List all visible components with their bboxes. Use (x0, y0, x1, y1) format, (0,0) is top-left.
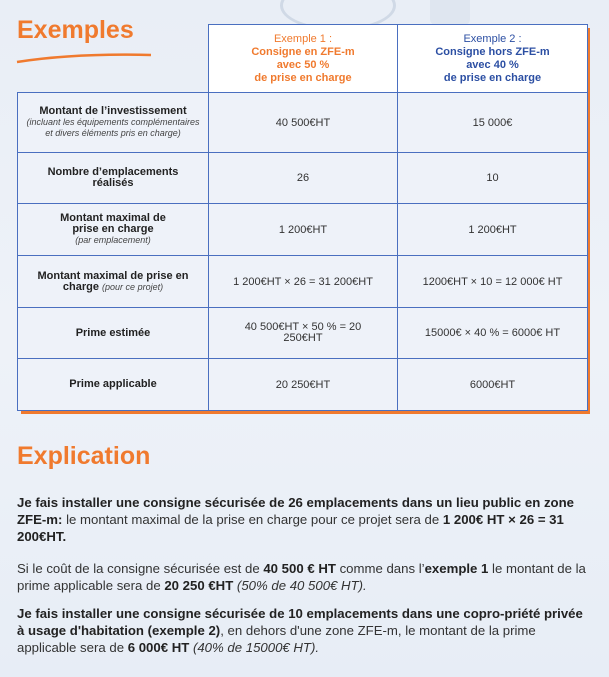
row-label: Montant maximal de prise en charge (pour ce projet) (18, 256, 209, 308)
section-title-explication: Explication (17, 442, 151, 470)
header-line: Exemple 2 : (463, 32, 522, 45)
header-line: Consigne en ZFE-m (251, 45, 355, 58)
header-exemple-1 (209, 25, 398, 93)
row-label: Montant de l’investissement (incluant les équipements complémentaires et divers éléments pris en charge) (18, 93, 209, 153)
cell-ex2: 10 (398, 153, 588, 204)
examples-table (17, 24, 588, 411)
cell-ex1: 1 200€HT × 26 = 31 200€HT (209, 256, 398, 308)
header-line: de prise en charge (254, 71, 352, 84)
table-row (18, 204, 588, 256)
row-label: Prime estimée (18, 308, 209, 359)
explication-paragraph-2: Si le coût de la consigne sécurisée est de 40 500 € HT comme dans l’exemple 1 le montant de la prime applicable sera de 20 250 €HT (50% de 40 500€ HT). (17, 561, 586, 593)
table-row (18, 93, 588, 153)
row-label: Nombre d’emplacements réalisés (18, 153, 209, 204)
cell-ex2: 1200€HT × 10 = 12 000€ HT (398, 256, 588, 308)
table-row (18, 308, 588, 359)
row-label: Prime applicable (18, 359, 209, 411)
cell-ex1: 1 200€HT (209, 204, 398, 256)
cell-ex1: 26 (209, 153, 398, 204)
header-exemple-2 (398, 25, 588, 93)
section-title-exemples: Exemples (17, 16, 134, 44)
explication-paragraph-3: Je fais installer une consigne sécurisée de 10 emplacements dans une copro-priété privée à usage d'habitation (exemple 2), en dehors d'une zone ZFE-m, le montant de la prime applicable sera de 6 000€ HT (40% de 15000€ HT). (17, 606, 583, 655)
header-line: avec 50 % (276, 58, 330, 71)
table-row (18, 256, 588, 308)
row-label: Montant maximal de prise en charge (par emplacement) (18, 204, 209, 256)
figure-illustration (430, 0, 470, 25)
cell-ex2: 15 000€ (398, 93, 588, 153)
header-line: Consigne hors ZFE-m (435, 45, 550, 58)
explication-paragraph-1: Je fais installer une consigne sécurisée de 26 emplacements dans un lieu public en zone ZFE-m: le montant maximal de la prise en charge pour ce projet sera de 1 200€ HT × 26 = 31 200€HT. (17, 495, 574, 544)
cell-ex1: 40 500€HT (209, 93, 398, 153)
header-empty-cell (18, 25, 209, 93)
table-row (18, 359, 588, 411)
cell-ex2: 15000€ × 40 % = 6000€ HT (398, 308, 588, 359)
table-row (18, 153, 588, 204)
cell-ex2: 6000€HT (398, 359, 588, 411)
cell-ex1: 40 500€HT × 50 % = 20 250€HT (209, 308, 398, 359)
cell-ex2: 1 200€HT (398, 204, 588, 256)
header-line: Exemple 1 : (273, 32, 333, 45)
header-line: de prise en charge (443, 71, 542, 84)
header-line: avec 40 % (466, 58, 519, 71)
cell-ex1: 20 250€HT (209, 359, 398, 411)
